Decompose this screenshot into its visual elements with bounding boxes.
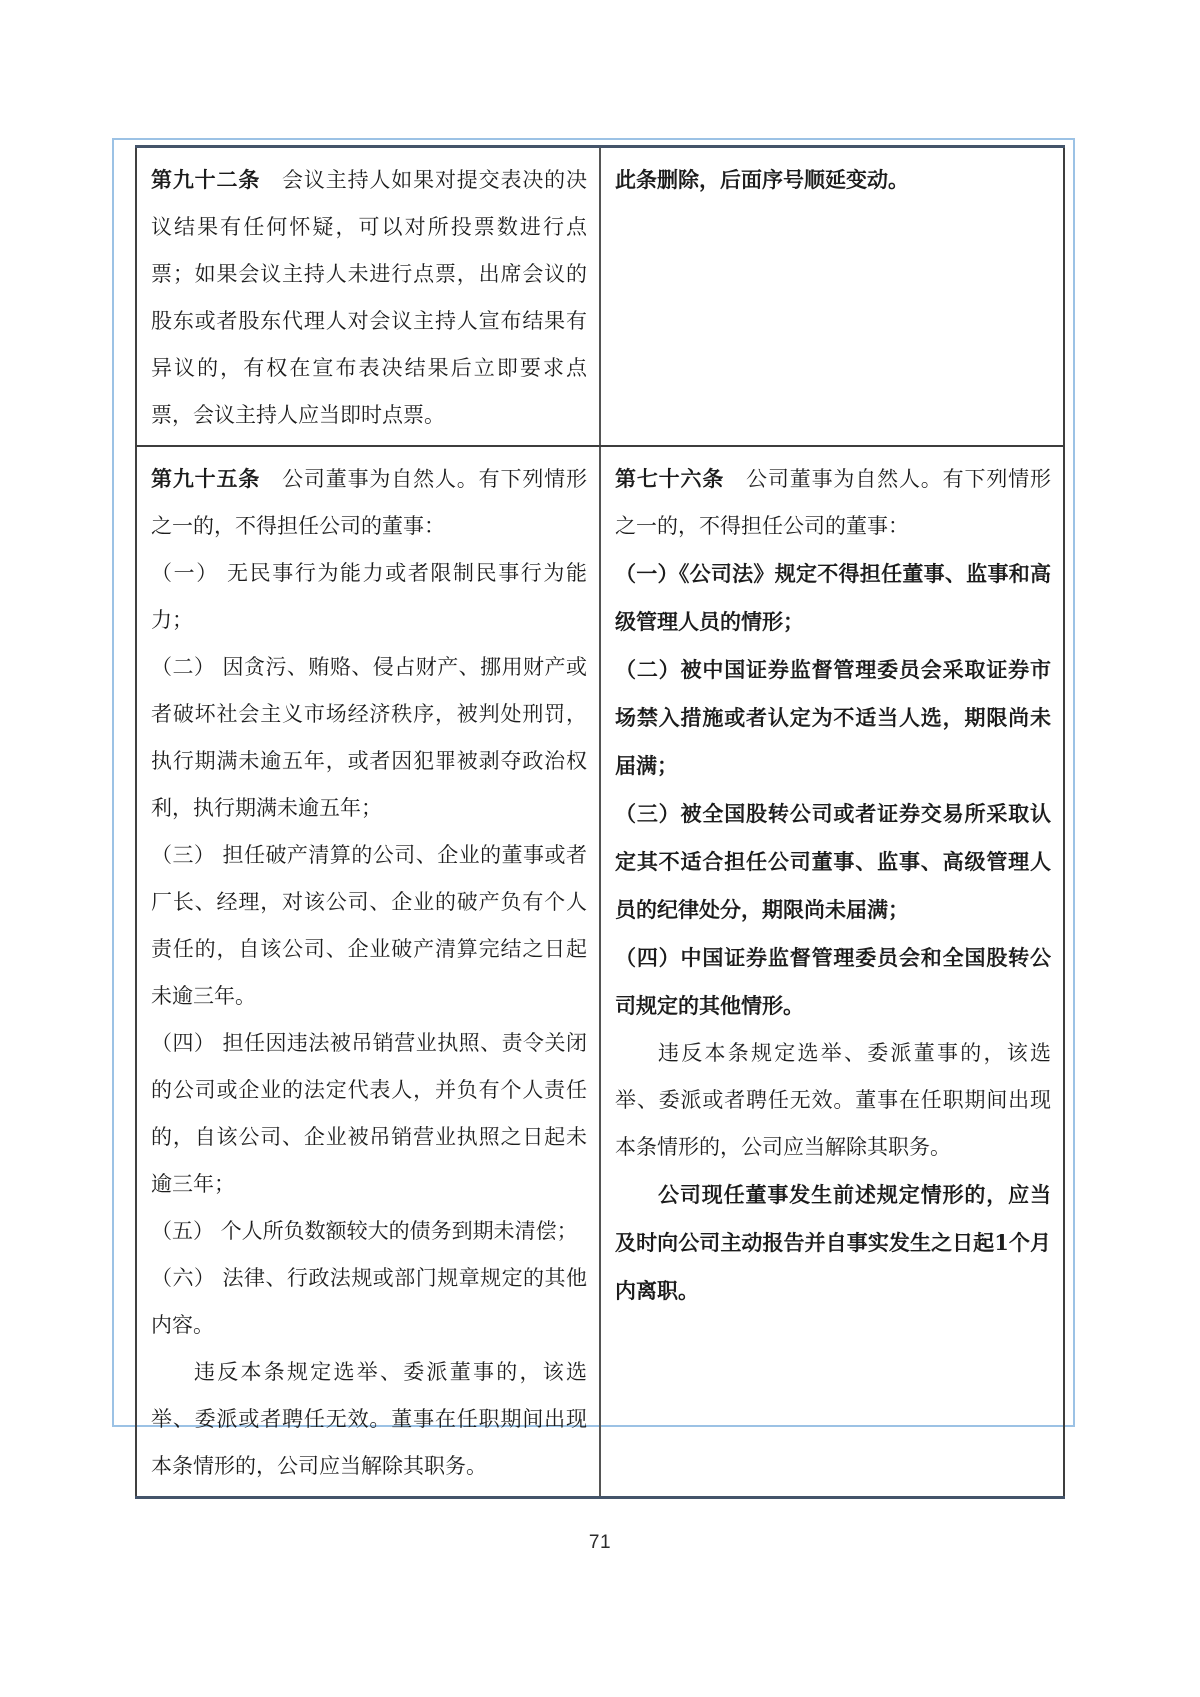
article-paragraph [615,156,1051,204]
cell-article-76-revision [600,446,1064,1498]
text-run: （五） 个人所负数额较大的债务到期未清偿； [151,1219,578,1243]
text-run: 违反本条规定选举、委派董事的，该选举、委派或者聘任无效。董事在任职期间出现本条情形的，公司应当解除其职务。 [615,1041,1051,1159]
article-paragraph [615,1030,1051,1171]
text-run: 公司董事为自然人。有下列情形之一的，不得担任公司的董事： [615,467,1052,538]
article-paragraph [151,550,587,644]
text-run: （三） 担任破产清算的公司、企业的董事或者厂长、经理，对该公司、企业的破产负有个人责任的，自该公司、企业破产清算完结之日起未逾三年。 [151,843,587,1008]
bold-text-run: 第九十五条 [151,466,261,491]
article-paragraph [615,455,1051,550]
cell-article-92-revision [600,147,1064,447]
bold-text-run: （四）中国证券监督管理委员会和全国股转公司规定的其他情形。 [615,945,1051,1018]
bold-text-run: （二）被中国证券监督管理委员会采取证券市场禁入措施或者认定为不适当人选，期限尚未届满； [615,657,1051,778]
table-row [136,446,1064,1498]
bold-text-run: （一）《公司法》规定不得担任董事、监事和高级管理人员的情形； [615,561,1051,634]
bold-text-run: 此条删除，后面序号顺延变动。 [615,167,909,192]
article-paragraph [615,646,1051,790]
text-run: 公司董事为自然人。有下列情形之一的，不得担任公司的董事： [151,467,588,538]
text-run: 违反本条规定选举、委派董事的，该选举、委派或者聘任无效。董事在任职期间出现本条情形的，公司应当解除其职务。 [151,1360,587,1478]
article-comparison-table [135,145,1065,1499]
page-number: 71 [588,1532,612,1553]
bold-text-run: （三）被全国股转公司或者证券交易所采取认定其不适合担任公司董事、监事、高级管理人员的纪律处分，期限尚未届满； [615,801,1051,922]
bold-text-run: 公司现任董事发生前述规定情形的，应当及时向公司主动报告并自事实发生之日起1个月内离职。 [615,1182,1051,1303]
cell-article-92-original [136,147,600,447]
article-paragraph [615,1171,1051,1315]
article-paragraph [151,156,587,439]
article-paragraph [615,934,1051,1030]
article-paragraph [151,1349,587,1490]
article-paragraph [615,550,1051,646]
text-run: 会议主持人如果对提交表决的决议结果有任何怀疑，可以对所投票数进行点票；如果会议主持人未进行点票，出席会议的股东或者股东代理人对会议主持人宣布结果有异议的，有权在宣布表决结果后立即要求点票，会议主持人应当即时点票。 [151,168,588,427]
text-run: （四） 担任因违法被吊销营业执照、责令关闭的公司或企业的法定代表人，并负有个人责任的，自该公司、企业被吊销营业执照之日起未逾三年； [151,1031,587,1196]
article-paragraph [151,832,587,1020]
bold-text-run: 第七十六条 [615,466,725,491]
article-paragraph [151,455,587,550]
table-row [136,147,1064,447]
article-paragraph [615,790,1051,934]
article-paragraph [151,644,587,832]
text-run: （二） 因贪污、贿赂、侵占财产、挪用财产或者破坏社会主义市场经济秩序，被判处刑罚，执行期满未逾五年，或者因犯罪被剥夺政治权利，执行期满未逾五年； [151,655,587,820]
bold-text-run: 第九十二条 [151,167,261,192]
article-paragraph [151,1020,587,1208]
text-run: （六） 法律、行政法规或部门规章规定的其他内容。 [151,1266,587,1337]
article-paragraph [151,1255,587,1349]
cell-article-95-original [136,446,600,1498]
article-paragraph [151,1208,587,1255]
text-run: （一） 无民事行为能力或者限制民事行为能力； [151,561,587,632]
